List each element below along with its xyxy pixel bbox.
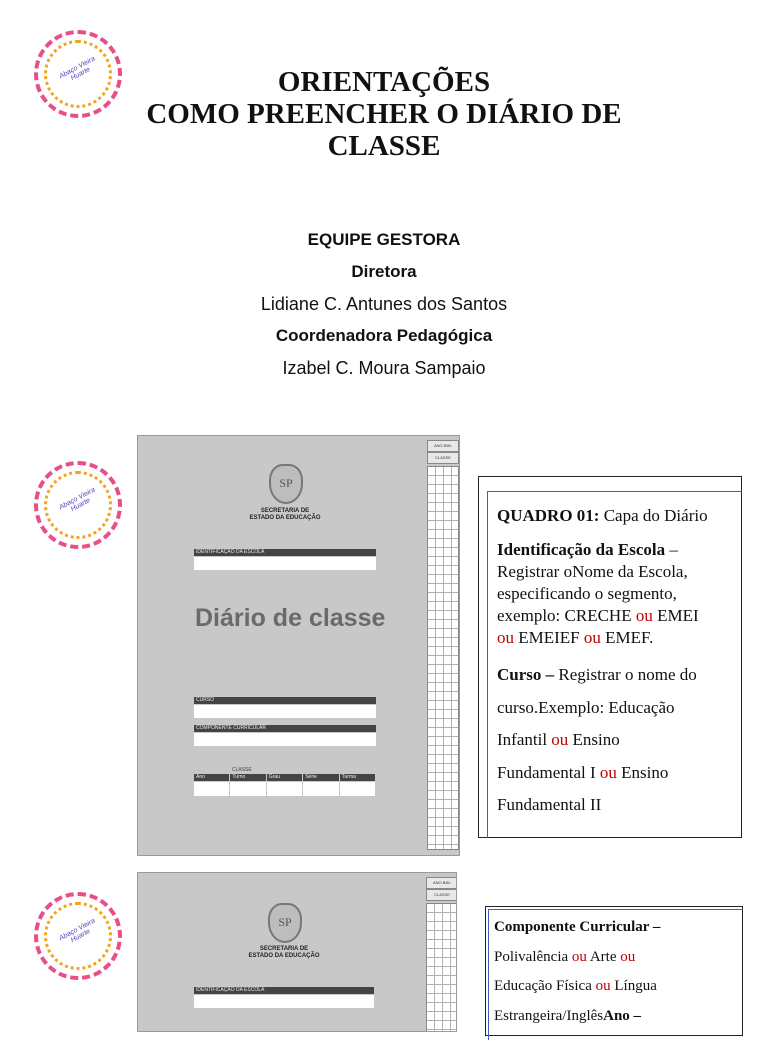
grid-classe: CLASSE	[426, 889, 457, 901]
title-line-3: CLASSE	[327, 130, 441, 162]
grid-header: ANO BIM.	[426, 877, 457, 889]
title-line-1: ORIENTAÇÕES	[277, 66, 491, 98]
role-coordinator: Coordenadora Pedagógica	[275, 326, 493, 345]
componente-field	[194, 733, 376, 746]
logo-text: Abaço Vieira Huarte	[58, 486, 97, 514]
classe-header-row	[194, 774, 376, 781]
diario-title: Diário de classe	[195, 604, 386, 632]
id-escola-label: Identificação da Escola	[497, 540, 666, 559]
state-seal-icon: SP	[269, 464, 303, 504]
componente-bar: COMPONENTE CURRICULAR	[194, 725, 376, 732]
role-director: Diretora	[351, 262, 417, 281]
quadro-01-box	[478, 476, 742, 838]
col-ano: Ano	[194, 774, 229, 781]
classe-label: CLASSE	[232, 767, 252, 773]
management-team	[0, 228, 768, 388]
col-turma: Turma	[340, 774, 375, 781]
id-escola-bar: IDENTIFICAÇÃO DA ESCOLA	[194, 549, 376, 556]
logo-text: Abaço Vieira Huarte	[58, 55, 97, 83]
quadro-02-box	[485, 906, 743, 1036]
team-heading: EQUIPE GESTORA	[307, 230, 461, 249]
col-serie: Série	[303, 774, 338, 781]
grid-classe: CLASSE	[427, 452, 459, 464]
diary-cover-image	[137, 435, 460, 856]
attendance-grid	[427, 466, 459, 850]
secretaria-label: SECRETARIA DE ESTADO DA EDUCAÇÃO	[249, 508, 321, 521]
curso-label: Curso –	[497, 665, 555, 684]
name-director: Lidiane C. Antunes dos Santos	[260, 294, 508, 314]
grid-header: ANO BIM.	[427, 440, 459, 452]
state-seal-icon: SP	[268, 903, 302, 943]
logo-text: Abaço Vieira Huarte	[58, 917, 97, 945]
school-logo	[26, 884, 130, 988]
quadro-label-text: Capa do Diário	[603, 506, 708, 525]
col-grau: Grau	[267, 774, 302, 781]
quadro-02-text: Componente Curricular – Polivalência ou Arte ou Educação Física ou Língua Estrangeira/InglêsAno –	[494, 919, 661, 1024]
componente-label: Componente Curricular –	[494, 919, 661, 935]
title-line-2: COMO PREENCHER O DIÁRIO DE	[146, 98, 622, 130]
quadro-label: QUADRO 01:	[497, 506, 600, 525]
school-logo	[26, 22, 130, 126]
id-escola-bar: IDENTIFICAÇÃO DA ESCOLA	[194, 987, 374, 994]
col-turno: Turno	[230, 774, 265, 781]
ano-label: Ano –	[603, 1007, 642, 1024]
secretaria-label: SECRETARIA DE ESTADO DA EDUCAÇÃO	[248, 946, 320, 959]
curso-field	[194, 705, 376, 718]
quadro-01-text: QUADRO 01: Capa do Diário Identificação da Escola – Registrar oNome da Escola, especificando o segmento, exemplo: CRECHE ou EMEI ou EMEIEF ou EMEF. Curso – Registrar o nome do curso.Exemplo: Educação Infantil ou Ensino Fundamental I ou Ensino Fundamental II	[497, 506, 708, 814]
diary-cover-image	[137, 872, 457, 1032]
classe-field-row	[194, 782, 376, 796]
curso-bar: CURSO	[194, 697, 376, 704]
id-escola-field	[194, 557, 376, 570]
id-escola-field	[194, 995, 374, 1008]
attendance-grid	[426, 903, 457, 1032]
name-coordinator: Izabel C. Moura Sampaio	[282, 358, 486, 378]
school-logo	[26, 453, 130, 557]
